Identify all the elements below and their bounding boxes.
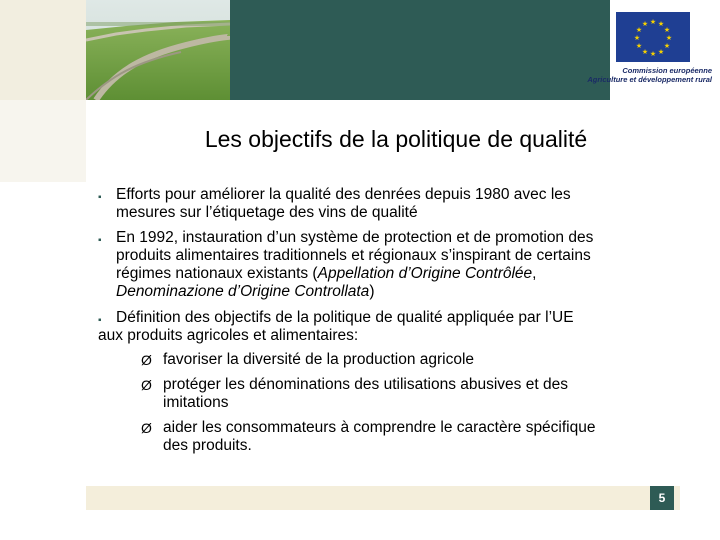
arrow-bullet-icon: Ø xyxy=(141,352,152,368)
sub-bullet-3-line-2: des produits. xyxy=(163,437,252,454)
svg-text:★: ★ xyxy=(665,34,673,42)
header-green-band xyxy=(230,0,610,100)
eu-flag-icon xyxy=(616,12,690,62)
left-decor-strip xyxy=(0,100,86,182)
sub-bullet-1-line-1: favoriser la diversité de la production agricole xyxy=(163,351,475,368)
bullet-3-line-1: Définition des objectifs de la politique de qualité appliquée par l’UE xyxy=(116,309,574,326)
svg-text:★: ★ xyxy=(635,26,643,34)
landscape-photo xyxy=(86,0,230,100)
sub-bullet-item-1 xyxy=(141,351,693,369)
bullet-3-line-2: aux produits agricoles et alimentaires: xyxy=(98,327,359,344)
sub-bullet-2-line-1: protéger les dénominations des utilisations abusives et des xyxy=(163,376,568,393)
landscape-image xyxy=(86,0,230,100)
bullet-item-1 xyxy=(98,186,696,222)
organization-line2: Agriculture et développement rural xyxy=(587,75,712,84)
appellation-term: Appellation d’Origine Contrôlée xyxy=(317,265,533,282)
bullet-2-line-4 xyxy=(116,283,696,301)
slide-title: Les objectifs de la politique de qualité xyxy=(204,126,588,152)
bullet-2-line-1: En 1992, instauration d’un système de protection et de promotion des xyxy=(116,229,594,246)
bullet-item-3 xyxy=(98,309,696,345)
bullet-2-line-3-end: , xyxy=(532,265,537,282)
sub-bullet-3-line-1: aider les consommateurs à comprendre le caractère spécifique xyxy=(163,419,596,436)
svg-text:★: ★ xyxy=(649,18,657,26)
arrow-bullet-icon: Ø xyxy=(141,420,152,436)
denominazione-term: Denominazione d’Origine Controllata xyxy=(116,283,370,300)
svg-text:★: ★ xyxy=(663,42,671,50)
bullet-marker: ▪ xyxy=(98,192,102,203)
sub-bullet-item-2 xyxy=(141,376,693,412)
sub-bullet-2-line-2: imitations xyxy=(163,394,229,411)
arrow-bullet-icon: Ø xyxy=(141,377,152,393)
bullet-item-2 xyxy=(98,229,696,301)
bullet-marker: ▪ xyxy=(98,315,102,326)
organization-caption xyxy=(560,66,712,84)
bullet-1-line-1: Efforts pour améliorer la qualité des denrées depuis 1980 avec les xyxy=(116,186,571,203)
svg-text:★: ★ xyxy=(641,20,649,28)
sub-bullet-item-3 xyxy=(141,419,693,455)
organization-line1: Commission européenne xyxy=(622,66,712,75)
footer-band xyxy=(86,486,680,510)
svg-text:★: ★ xyxy=(657,48,665,56)
svg-text:★: ★ xyxy=(641,48,649,56)
page-number: 5 xyxy=(650,486,674,510)
svg-text:★: ★ xyxy=(663,26,671,34)
svg-text:★: ★ xyxy=(649,50,657,58)
svg-text:★: ★ xyxy=(635,42,643,50)
bullet-2-line-3 xyxy=(116,265,696,283)
bullet-marker: ▪ xyxy=(98,235,102,246)
bullet-2-line-2: produits alimentaires traditionnels et régionaux s’inspirant de certains xyxy=(116,247,591,264)
bullet-1-line-2: mesures sur l’étiquetage des vins de qualité xyxy=(116,204,418,221)
svg-text:★: ★ xyxy=(657,20,665,28)
svg-text:★: ★ xyxy=(633,34,641,42)
header-left-strip xyxy=(0,0,86,100)
header-band xyxy=(0,0,720,100)
bullet-2-line-4-end: ) xyxy=(369,283,375,300)
bullet-2-line-3-text: régimes nationaux existants ( xyxy=(116,265,318,282)
